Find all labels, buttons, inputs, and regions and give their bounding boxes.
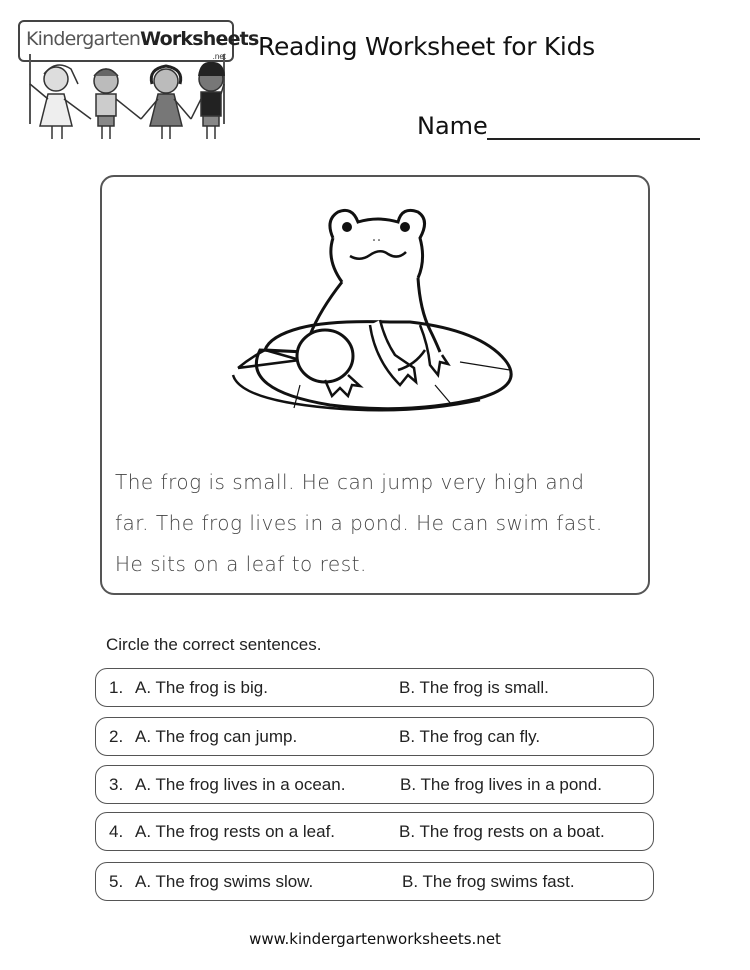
story-line: The frog is small. He can jump very high and bbox=[115, 470, 585, 494]
story-passage bbox=[115, 462, 645, 585]
kids-holding-hands-icon bbox=[16, 54, 238, 146]
choice-a[interactable]: A. The frog swims slow. bbox=[135, 872, 314, 891]
choice-b[interactable]: B. The frog swims fast. bbox=[402, 872, 575, 891]
frog-on-lily-pad-illustration bbox=[230, 200, 520, 420]
question-row bbox=[95, 765, 654, 804]
logo-suffix: .net bbox=[212, 52, 226, 61]
question-row bbox=[95, 862, 654, 901]
choice-b[interactable]: B. The frog rests on a boat. bbox=[399, 822, 605, 841]
instructions: Circle the correct sentences. bbox=[106, 635, 322, 654]
choice-a[interactable]: A. The frog is big. bbox=[135, 678, 268, 697]
logo-text: KindergartenWorksheets bbox=[26, 28, 259, 50]
question-row bbox=[95, 717, 654, 756]
choice-a[interactable]: A. The frog can jump. bbox=[135, 727, 298, 746]
question-number: 2. bbox=[109, 727, 124, 746]
question-number: 4. bbox=[109, 822, 124, 841]
name-input-line[interactable] bbox=[487, 138, 700, 140]
choice-b[interactable]: B. The frog lives in a pond. bbox=[400, 775, 602, 794]
site-logo bbox=[16, 14, 259, 144]
choice-b[interactable]: B. The frog is small. bbox=[399, 678, 549, 697]
name-label: Name bbox=[417, 112, 488, 140]
question-number: 3. bbox=[109, 775, 124, 794]
choice-a[interactable]: A. The frog lives in a ocean. bbox=[135, 775, 346, 794]
story-line: He sits on a leaf to rest. bbox=[115, 552, 367, 576]
question-number: 5. bbox=[109, 872, 124, 891]
page-title: Reading Worksheet for Kids bbox=[258, 32, 595, 61]
question-row bbox=[95, 812, 654, 851]
question-number: 1. bbox=[109, 678, 124, 697]
story-line: far. The frog lives in a pond. He can swim fast. bbox=[115, 511, 603, 535]
footer-url: www.kindergartenworksheets.net bbox=[249, 930, 501, 948]
choice-b[interactable]: B. The frog can fly. bbox=[399, 727, 541, 746]
question-row bbox=[95, 668, 654, 707]
choice-a[interactable]: A. The frog rests on a leaf. bbox=[135, 822, 336, 841]
